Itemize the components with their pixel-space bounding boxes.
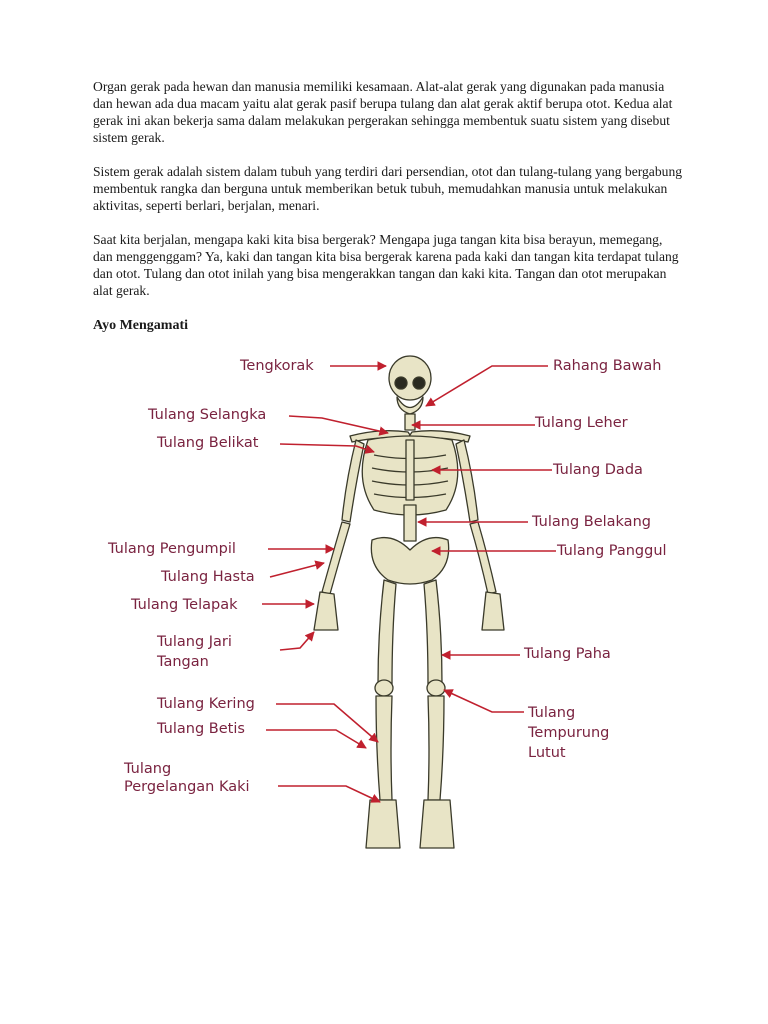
label-tulang-dada: Tulang Dada: [553, 462, 643, 478]
arrow-tulang-tempurung-lutut: [444, 690, 524, 712]
forearm-right: [470, 522, 496, 594]
label-tulang-kering: Tulang Kering: [157, 696, 255, 712]
label-tulang-belakang: Tulang Belakang: [532, 514, 651, 530]
arrow-rahang-bawah: [426, 366, 548, 406]
humerus-left: [342, 440, 364, 522]
spine: [404, 505, 416, 541]
label-tulang-paha: Tulang Paha: [524, 646, 611, 662]
label-tengkorak: Tengkorak: [240, 358, 314, 374]
arrow-tulang-kering: [276, 704, 378, 742]
paragraph-definition: Sistem gerak adalah sistem dalam tubuh yang terdiri dari persendian, otot dan tulang-tulang yang bergabung membentuk rangka dan berguna untuk memberikan betuk tubuh, memudahkan manusia untuk melakukan aktivitas, seperti berlari, berjalan, menari.: [93, 164, 683, 213]
neck: [405, 414, 415, 430]
skeleton: [314, 356, 504, 848]
label-pergelangan-2: Pergelangan Kaki: [124, 779, 250, 795]
sternum: [406, 440, 414, 500]
eye-socket-left: [395, 377, 407, 389]
foot-right: [420, 800, 454, 848]
humerus-right: [456, 440, 478, 522]
label-tulang-betis: Tulang Betis: [157, 721, 245, 737]
label-tulang-telapak: Tulang Telapak: [131, 597, 238, 613]
label-tulang-pengumpil: Tulang Pengumpil: [108, 541, 236, 557]
label-tulang-selangka: Tulang Selangka: [148, 407, 267, 423]
label-rahang-bawah: Rahang Bawah: [553, 358, 662, 374]
skull: [389, 356, 431, 400]
label-tulang-leher: Tulang Leher: [535, 415, 628, 431]
arrow-tulang-betis: [266, 730, 366, 748]
label-tulang-hasta: Tulang Hasta: [161, 569, 255, 585]
forearm-left: [322, 522, 350, 594]
kneecap-right: [427, 680, 445, 696]
label-tempurung-1: Tulang: [528, 705, 576, 721]
label-tulang-jari-tangan-1: Tulang Jari: [157, 634, 232, 650]
shin-right: [428, 696, 444, 800]
arrow-tulang-jari-tangan: [280, 632, 314, 650]
label-pergelangan-1: Tulang: [124, 761, 172, 777]
eye-socket-right: [413, 377, 425, 389]
label-tulang-panggul: Tulang Panggul: [557, 543, 667, 559]
section-heading: Ayo Mengamati: [93, 318, 188, 333]
hand-right: [482, 592, 504, 630]
arrow-tulang-hasta: [270, 563, 324, 577]
pelvis: [371, 538, 448, 584]
label-tempurung-2: Tempurung: [528, 725, 610, 741]
paragraph-intro: Organ gerak pada hewan dan manusia memiliki kesamaan. Alat-alat gerak yang digunakan pada manusia dan hewan ada dua macam yaitu alat gerak pasif berupa tulang dan alat gerak aktif berupa otot. Kedua alat gerak ini akan bekerja sama dalam melakukan pergerakan sehingga membentuk suatu sistem yang disebut sistem gerak.: [93, 79, 673, 145]
kneecap-left: [375, 680, 393, 696]
label-tempurung-3: Lutut: [528, 745, 566, 761]
label-tulang-jari-tangan-2: Tangan: [157, 654, 209, 670]
paragraph-question: Saat kita berjalan, mengapa kaki kita bisa bergerak? Mengapa juga tangan kita bisa berayun, memegang, dan menggenggam? Ya, kaki dan tangan kita bisa bergerak karena pada kaki dan tangan kita terdapat tulang dan otot. Tulang dan otot inilah yang bisa mengerakkan tangan dan kaki kita. Tangan dan otot merupakan alat gerak.: [93, 232, 679, 298]
femur-right: [424, 580, 442, 684]
femur-left: [378, 580, 396, 684]
hand-left: [314, 592, 338, 630]
foot-left: [366, 800, 400, 848]
skeleton-diagram: [0, 340, 768, 860]
shin-left: [376, 696, 392, 800]
arrow-tulang-selangka: [289, 416, 388, 433]
arrow-tulang-pergelangan-kaki: [278, 786, 380, 802]
label-tulang-belikat: Tulang Belikat: [157, 435, 259, 451]
